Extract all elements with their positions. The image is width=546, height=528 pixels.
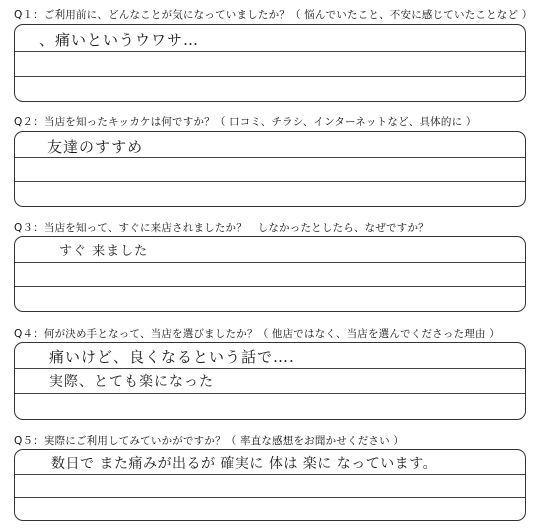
question-3-label: Q３：当店を知って、すぐに来店されましたか？ しなかったとしたら、なぜですか？ [14, 222, 429, 234]
answer-line [15, 393, 525, 394]
answer-line [15, 76, 525, 77]
answer-line [15, 497, 525, 498]
answer-line [15, 157, 525, 158]
answer-line [15, 286, 525, 287]
answer-3-text: すぐ 来ました [59, 244, 149, 259]
answer-line [15, 51, 525, 52]
answer-box-1 [14, 24, 526, 102]
answer-line [15, 181, 525, 182]
answer-1-text: 、痛いというウワサ… [39, 31, 200, 49]
answer-box-2 [14, 131, 526, 207]
answer-line [15, 368, 525, 369]
question-5-label: Q５：実際にご利用してみていかがですか？（ 率直な感想をお聞かせください ） [14, 435, 405, 447]
answer-box-3 [14, 236, 526, 312]
answer-4-text-line-1: 痛いけど、良くなるという話で…. [49, 348, 295, 366]
question-2-label: Q２：当店を知ったキッカケは何ですか？（ 口コミ、チラシ、インターネットなど、具体的に ） [14, 116, 477, 128]
question-1-label: Q１：ご利用前に、どんなことが気になっていましたか？（ 悩んでいたこと、不安に感じていたことなど ） [14, 9, 533, 21]
answer-box-5 [14, 449, 526, 521]
answer-box-4 [14, 342, 526, 420]
question-4-label: Q４：何が決め手となって、当店を選びましたか？（ 他店ではなく、当店を選んでくださった理由 ） [14, 328, 500, 340]
answer-line [15, 262, 525, 263]
answer-line [15, 474, 525, 475]
answer-2-text: 友達のすすめ [47, 138, 144, 156]
answer-4-text-line-2: 実際、とても楽になった [49, 374, 214, 390]
answer-5-text: 数日で また痛みが出るが 確実に 体は 楽に なっています。 [51, 456, 438, 472]
